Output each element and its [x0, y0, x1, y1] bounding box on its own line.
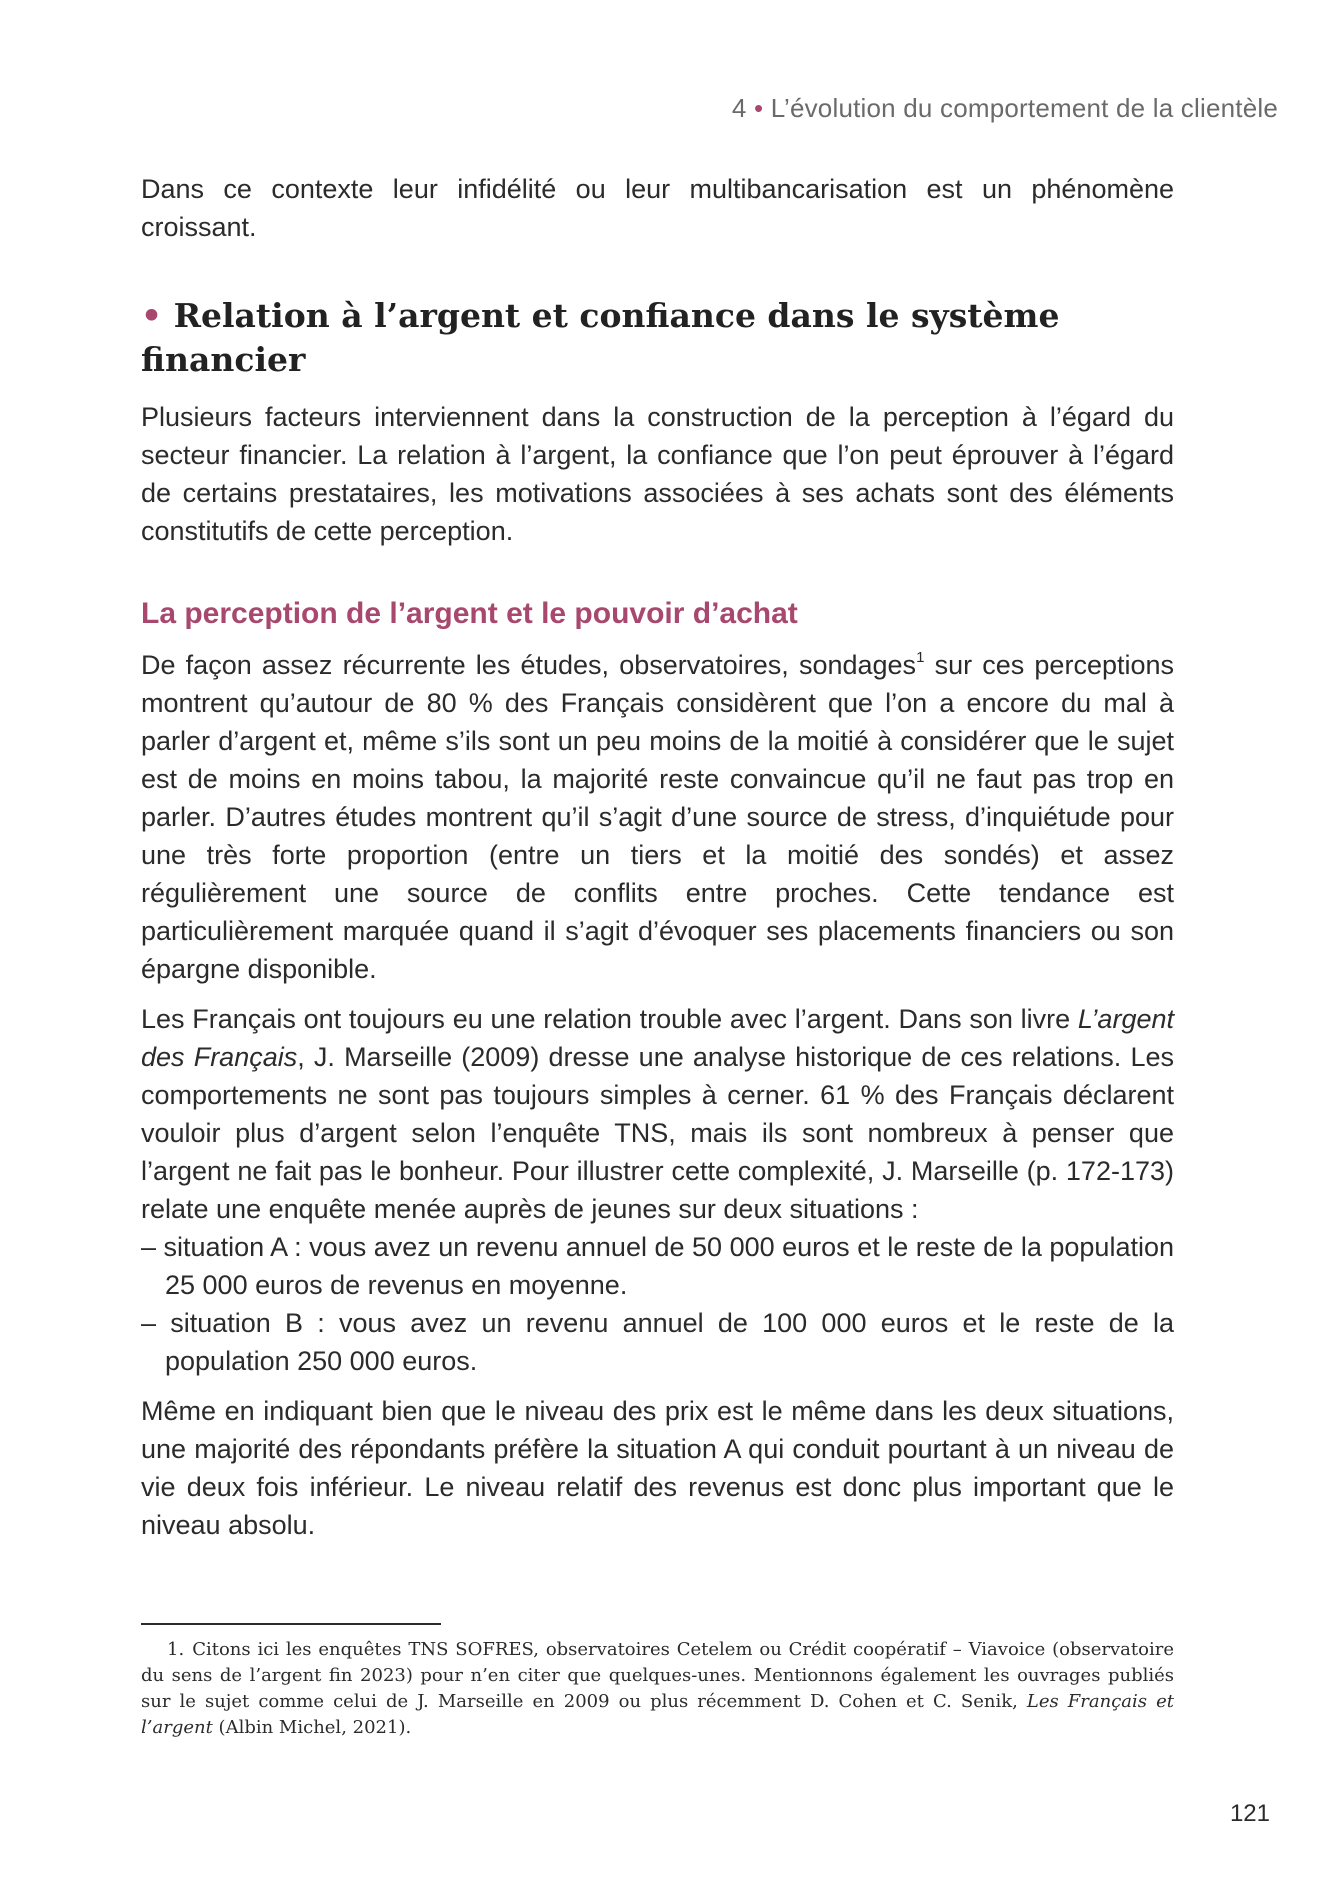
list-item-situation-b: – situation B : vous avez un revenu annuel de 100 000 euros et le reste de la population 250 000 euros.: [141, 1308, 1174, 1376]
p2-text-end: , J. Marseille (2009) dresse une analyse historique de ces relations. Les comportements ne sont pas toujours simples à cerner. 61 % des Français déclarent vouloir plus d’argent selon l’enquête TNS, mais ils sont nombreux à penser que l’argent ne fait pas le bonheur. Pour illustrer cette complexité, J. Marseille (p. 172-173) relate une enquête menée auprès de jeunes sur deux situations :: [141, 1042, 1174, 1224]
section-heading-text: Relation à l’argent et confiance dans le système financier: [141, 296, 1060, 379]
section-paragraph: Plusieurs facteurs interviennent dans la construction de la perception à l’égard du secteur financier. La relation à l’argent, la confiance que l’on peut éprouver à l’égard de certains prestataires, les motivations associées à ses achats sont des éléments constitutifs de cette perception.: [141, 402, 1174, 546]
footnote-reference: 1: [916, 649, 925, 666]
situations-list: [141, 1228, 1174, 1380]
subsection-paragraph-1: [141, 646, 1174, 988]
bullet-icon: •: [141, 296, 174, 335]
main-content: [141, 170, 1174, 1544]
chapter-title: L’évolution du comportement de la clientèle: [770, 93, 1278, 123]
p1-text-end: sur ces perceptions montrent qu’autour de 80 % des Français considèrent que l’on a encore du mal à parler d’argent et, même s’ils sont un peu moins de la moitié à considérer que le sujet est de moins en moins tabou, la majorité reste convaincue qu’il ne faut pas trop en parler. D’autres études montrent qu’il s’agit d’une source de stress, d’inquiétude pour une très forte proportion (entre un tiers et la moitié des sondés) et assez régulièrement une source de conflits entre proches. Cette tendance est particulièrement marquée quand il s’agit d’évoquer ses placements financiers ou son épargne disponible.: [141, 650, 1175, 984]
footnote-divider: [141, 1623, 441, 1625]
page-number: 121: [1229, 1800, 1270, 1827]
footnote-text-end: (Albin Michel, 2021).: [212, 1717, 412, 1738]
intro-paragraph: Dans ce contexte leur infidélité ou leur multibancarisation est un phénomène croissant.: [141, 174, 1174, 242]
subsection-paragraph-2: [141, 1000, 1174, 1228]
section-heading: [141, 294, 1174, 382]
footnote-text-start: Citons ici les enquêtes TNS SOFRES, observatoires Cetelem ou Crédit coopératif – Viavoice (observatoire du sens de l’argent fin 2023) pour n’en citer que quelques-unes. Mentionnons également les ouvrages publiés sur le sujet comme celui de J. Marseille en 2009 ou plus récemment D. Cohen et C. Senik,: [141, 1639, 1174, 1712]
p1-text-start: De façon assez récurrente les études, observatoires, sondages: [141, 650, 917, 680]
footnote: [141, 1637, 1174, 1741]
footnote-number: 1.: [167, 1639, 185, 1660]
p2-text-start: Les Français ont toujours eu une relation trouble avec l’argent. Dans son livre: [141, 1004, 1078, 1034]
list-item-situation-a: – situation A : vous avez un revenu annuel de 50 000 euros et le reste de la population 25 000 euros de revenus en moyenne.: [141, 1232, 1174, 1300]
book-title: L’argent des Français: [141, 1004, 1174, 1072]
chapter-number: 4: [731, 93, 747, 123]
running-header: [732, 93, 1278, 124]
bullet-separator: •: [754, 93, 771, 123]
subsection-heading: La perception de l’argent et le pouvoir d’achat: [141, 597, 798, 630]
footnote-book-title: Les Français et l’argent: [141, 1691, 1174, 1738]
subsection-paragraph-3: Même en indiquant bien que le niveau des prix est le même dans les deux situations, une majorité des répondants préfère la situation A qui conduit pourtant à un niveau de vie deux fois inférieur. Le niveau relatif des revenus est donc plus important que le niveau absolu.: [141, 1396, 1174, 1540]
